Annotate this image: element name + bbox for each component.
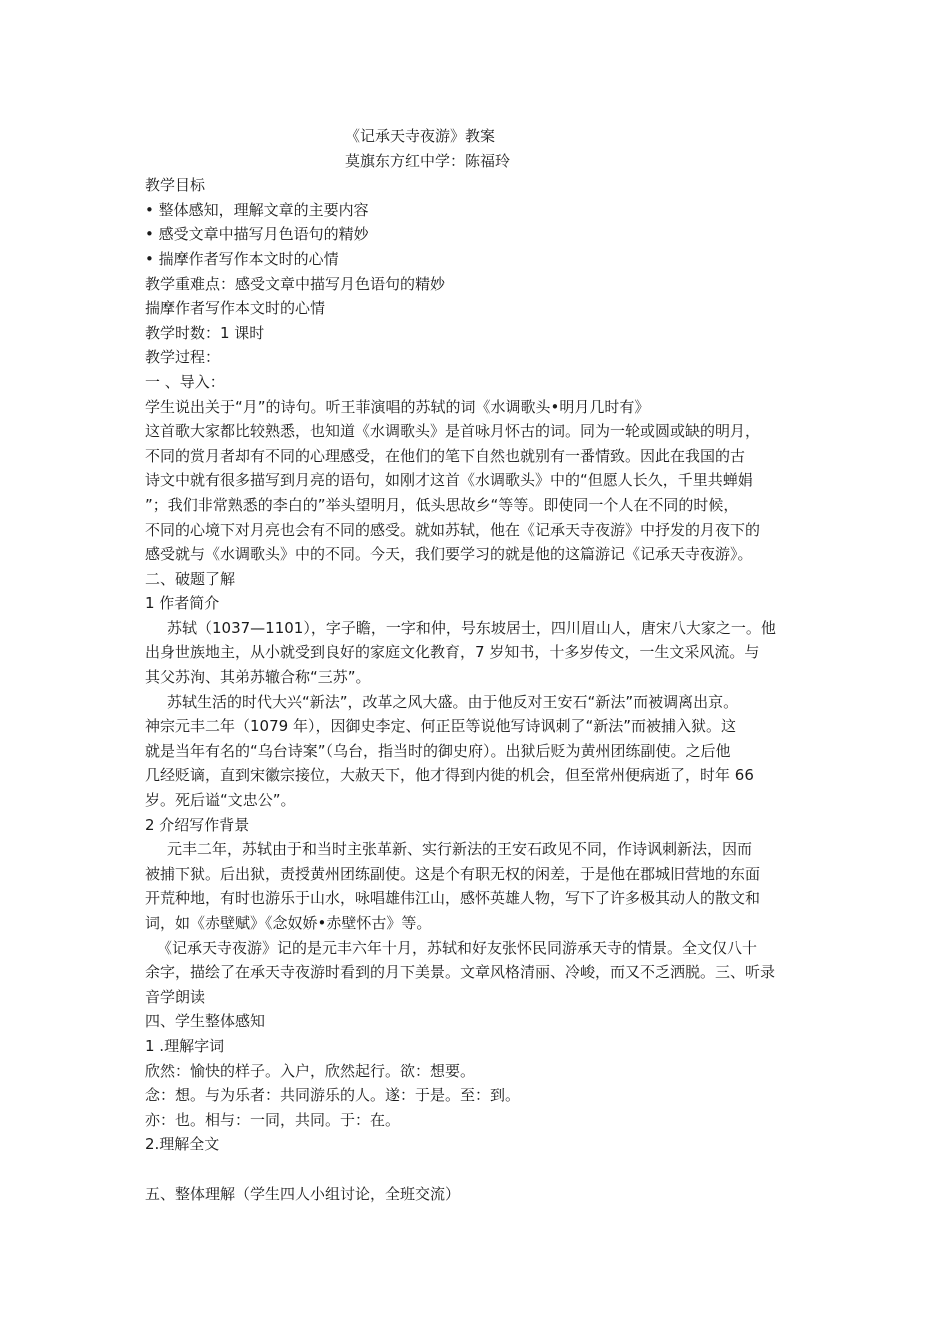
intro-line: 学生说出关于“月”的诗句。听王菲演唱的苏轼的词《水调歌头•明月几时有》 (145, 397, 650, 416)
text-summary-line: 音学朗读 (145, 987, 206, 1006)
intro-line: 这首歌大家都比较熟悉，也知道《水调歌头》是首咏月怀古的词。同为一轮或圆或缺的明月， (145, 422, 761, 441)
author-life-line: 几经贬谪，直到宋徽宗接位，大赦天下，他才得到内徙的机会，但至常州便病逝了，时年 66 (145, 766, 754, 785)
vocab-line: 亦：也。相与：一同，共同。于：在。 (145, 1110, 401, 1129)
objective-item: • 感受文章中描写月色语句的精妙 (145, 225, 369, 244)
background-line: 开荒种地，有时也游乐于山水，咏唱雄伟江山，感怀英雄人物，写下了许多极其动人的散文和 (145, 889, 761, 908)
intro-line: ”；我们非常熟悉的李白的”举头望明月，低头思故乡“等等。即使同一个人在不同的时候， (145, 495, 739, 514)
intro-line: 感受就与《水调歌头》中的不同。今天，我们要学习的就是他的这篇游记《记承天寺夜游》。 (145, 545, 753, 564)
key-points-line: 揣摩作者写作本文时的心情 (145, 299, 326, 318)
background-line: 被捕下狱。后出狱，责授黄州团练副使。这是个有职无权的闲差，于是他在郡城旧营地的东面 (145, 864, 761, 883)
text-summary-line: 《记承天寺夜游》记的是元丰六年十月，苏轼和好友张怀民同游承天寺的情景。全文仅八十 (157, 938, 758, 957)
objectives-heading: 教学目标 (145, 176, 206, 195)
teaching-hours: 教学时数：1 课时 (145, 323, 265, 342)
background-line: 词，如《赤壁赋》《念奴娇•赤壁怀古》等。 (145, 914, 432, 932)
vocab-line: 念：想。与为乐者：共同游乐的人。遂：于是。至：到。 (145, 1086, 521, 1105)
objective-item: • 揣摩作者写作本文时的心情 (145, 249, 339, 268)
vocab-heading: 1 .理解字词 (145, 1036, 225, 1055)
author-intro-heading: 1 作者简介 (145, 594, 220, 613)
background-line: 元丰二年，苏轼由于和当时主张革新、实行新法的王安石政见不同，作诗讽刺新法，因而 (167, 840, 753, 859)
author-life-line: 神宗元丰二年（1079 年），因御史李定、何正臣等说他写诗讽刺了“新法”而被捕入狱。这 (145, 717, 736, 736)
intro-line: 不同的心境下对月亮也会有不同的感受。就如苏轼，他在《记承天寺夜游》中抒发的月夜下的 (145, 520, 761, 539)
background-heading: 2 介绍写作背景 (145, 815, 250, 834)
section5-heading: 五、整体理解（学生四人小组讨论，全班交流） (145, 1184, 461, 1203)
blank-line (145, 1157, 825, 1182)
text-summary-line: 余字，描绘了在承天寺夜游时看到的月下美景。文章风格清丽、冷峻，而又不乏洒脱。三、听录 (145, 963, 776, 982)
intro-heading: 一 、导入： (145, 372, 225, 391)
vocab-line: 欣然：愉快的样子。入户，欣然起行。欲：想要。 (145, 1061, 476, 1080)
author-life-line: 苏轼生活的时代大兴“新法”，改革之风大盛。由于他反对王安石“新法”而被调离出京。 (167, 692, 739, 711)
document-page (145, 124, 825, 1206)
section2-heading: 二、破题了解 (145, 569, 236, 588)
author-intro-line: 出身世族地主，从小就受到良好的家庭文化教育，7 岁知书，十多岁传文，一生文采风流。与 (145, 643, 760, 662)
full-text-heading: 2.理解全文 (145, 1135, 220, 1154)
key-points-line: 教学重难点：感受文章中描写月色语句的精妙 (145, 274, 446, 293)
document-author: 莫旗东方红中学：陈福玲 (345, 151, 511, 170)
author-intro-line: 苏轼（1037—1101），字子瞻，一字和仲，号东坡居士，四川眉山人，唐宋八大家之一。他 (167, 618, 776, 637)
objective-item: • 整体感知，理解文章的主要内容 (145, 200, 369, 219)
document-title: 《记承天寺夜游》教案 (345, 127, 496, 145)
section4-heading: 四、学生整体感知 (145, 1012, 266, 1031)
teaching-process-heading: 教学过程： (145, 348, 221, 367)
author-intro-line: 其父苏洵、其弟苏辙合称“三苏”。 (145, 668, 371, 687)
intro-line: 不同的赏月者却有不同的心理感受，在他们的笔下自然也就别有一番情致。因此在我国的古 (145, 446, 746, 465)
author-life-line: 岁。死后谥“文忠公”。 (145, 791, 296, 810)
author-life-line: 就是当年有名的“乌台诗案”（乌台，指当时的御史府）。出狱后贬为黄州团练副使。之后他 (145, 741, 731, 760)
intro-line: 诗文中就有很多描写到月亮的语句，如刚才这首《水调歌头》中的“但愿人长久，千里共蝉娟 (145, 471, 753, 490)
